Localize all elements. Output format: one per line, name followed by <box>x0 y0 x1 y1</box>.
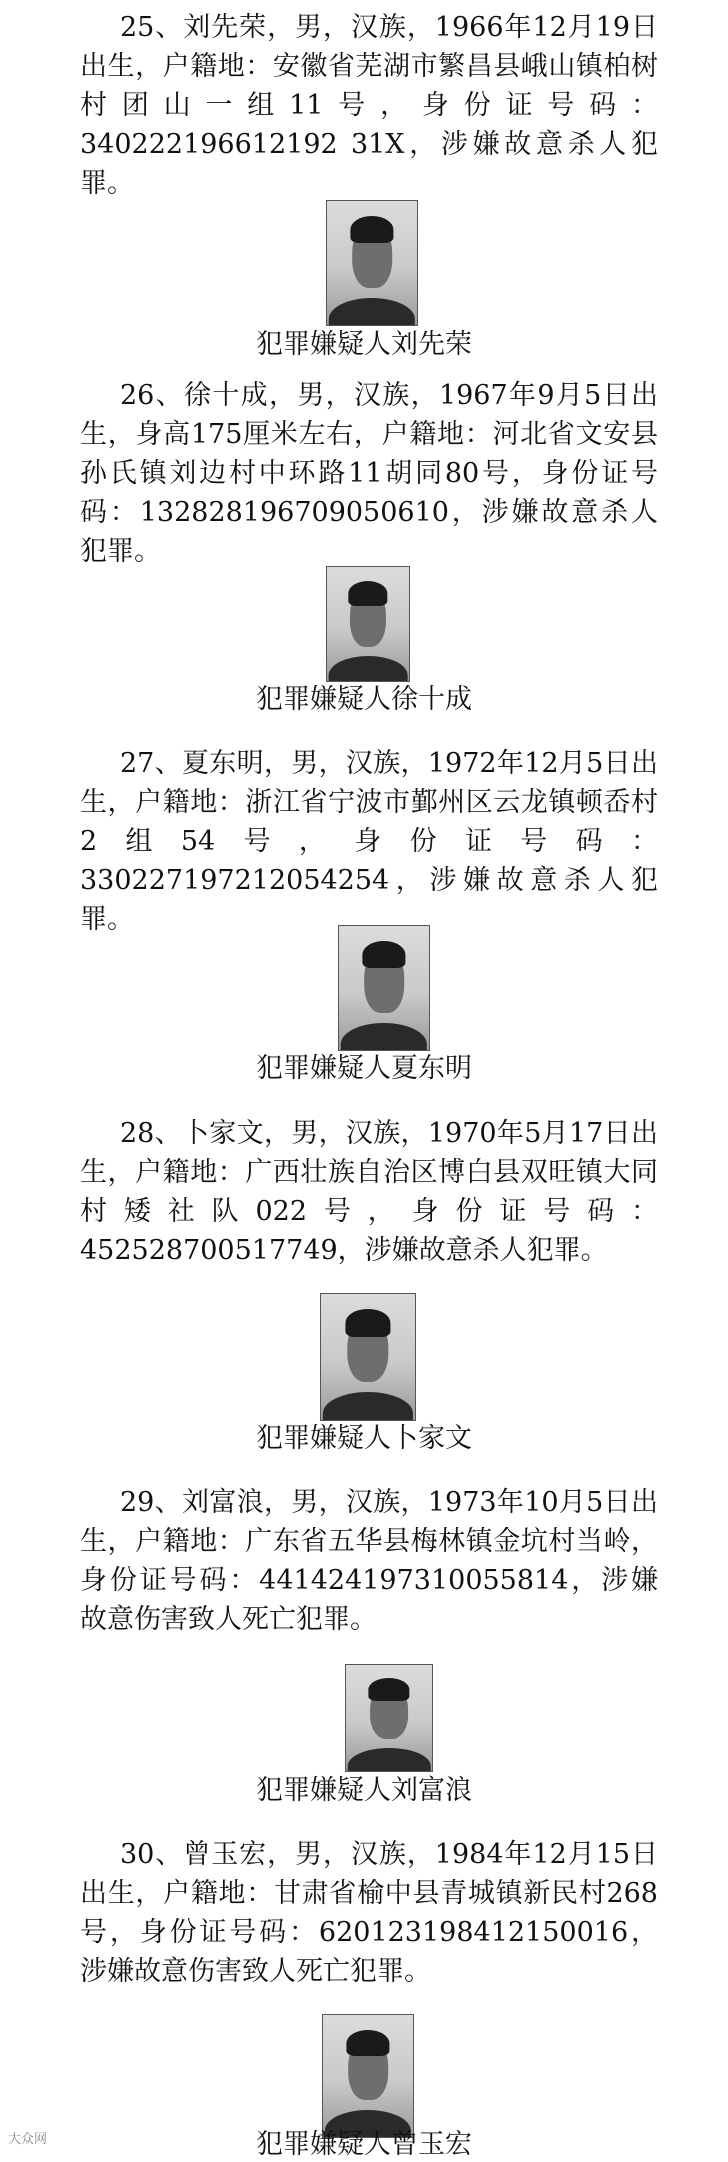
suspect-photo <box>326 566 410 682</box>
entry-text: 25、刘先荣，男，汉族，1966年12月19日出生，户籍地：安徽省芜湖市繁昌县峨山镇柏树村团山一组11号，身份证号码：340222196612192 31X，涉嫌故意杀人犯罪。 <box>80 12 658 199</box>
photo-caption: 犯罪嫌疑人曾玉宏 <box>256 2129 472 2160</box>
suspect-photo <box>322 2014 414 2138</box>
entry-text: 28、卜家文，男，汉族，1970年5月17日出生，户籍地：广西壮族自治区博白县双旺镇大同村矮社队022号，身份证号码：452528700517749，涉嫌故意杀人犯罪。 <box>80 1118 658 1266</box>
photo-caption: 犯罪嫌疑人卜家文 <box>256 1423 472 1454</box>
entry-text: 29、刘富浪，男，汉族，1973年10月5日出生，户籍地：广东省五华县梅林镇金坑村当岭，身份证号码：441424197310055814，涉嫌故意伤害致人死亡犯罪。 <box>80 1487 658 1635</box>
suspect-photo <box>338 925 430 1051</box>
photo-caption: 犯罪嫌疑人夏东明 <box>256 1053 472 1084</box>
suspect-photo <box>345 1664 433 1772</box>
photo-caption: 犯罪嫌疑人刘富浪 <box>256 1775 472 1806</box>
entry-text: 30、曾玉宏，男，汉族，1984年12月15日出生，户籍地：甘肃省榆中县青城镇新民村268号，身份证号码：620123198412150016，涉嫌故意伤害致人死亡犯罪。 <box>80 1839 658 1987</box>
photo-caption: 犯罪嫌疑人刘先荣 <box>256 329 472 360</box>
suspect-photo <box>326 200 418 326</box>
watermark: 大众网 <box>8 2132 48 2147</box>
suspect-photo <box>320 1293 416 1421</box>
entry-text: 27、夏东明，男，汉族，1972年12月5日出生，户籍地：浙江省宁波市鄞州区云龙镇顿岙村2组54号，身份证号码：330227197212054254，涉嫌故意杀人犯罪。 <box>80 748 658 935</box>
photo-caption: 犯罪嫌疑人徐十成 <box>256 684 472 715</box>
entry-text: 26、徐十成，男，汉族，1967年9月5日出生，身高175厘米左右，户籍地：河北省文安县孙氏镇刘边村中环路11胡同80号，身份证号码：132828196709050610，涉嫌故意杀人犯罪。 <box>80 380 658 567</box>
